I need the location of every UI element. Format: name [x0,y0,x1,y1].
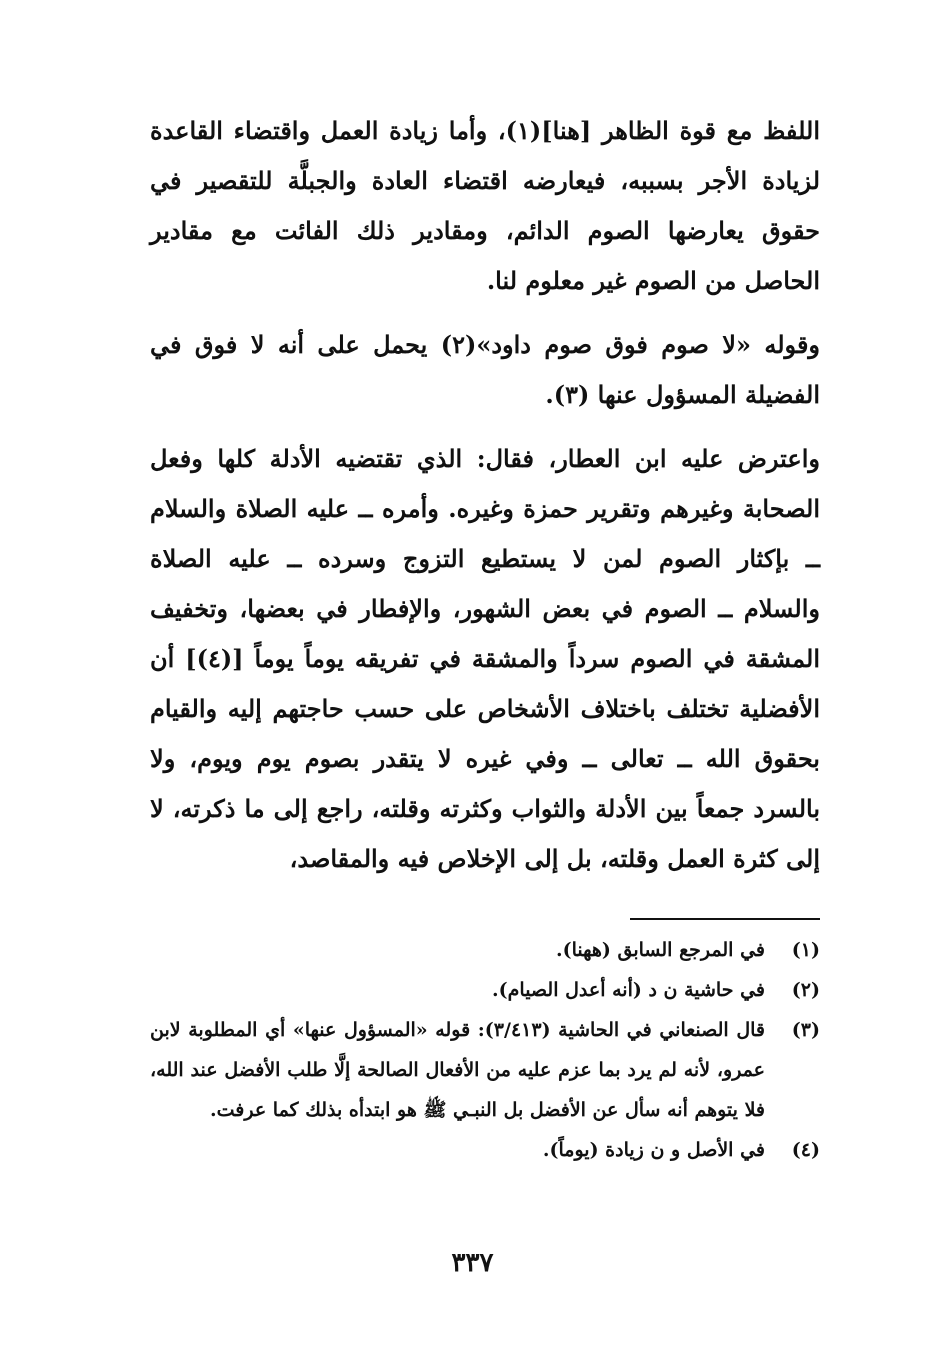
footnote-4 [150,1130,820,1170]
paragraph-1 [150,106,820,306]
footnote-1 [150,930,820,970]
footnote-divider [630,918,820,920]
page-number: ٣٣٧ [451,1248,494,1278]
footnote-text: قال الصنعاني في الحاشية (٣/٤١٣): قوله «المسؤول عنها» أي المطلوبة لابن عمرو، لأنه لم يرد بما عزم عليه من الأفعال الصالحة إلَّا طلب الأفضل عند الله، فلا يتوهم أنه سأل عن الأفضل بل النبـي ﷺ هو ابتدأه بذلك كما عرفت. [150,1019,765,1121]
footnote-3 [150,1010,820,1130]
paragraph-1-text: اللفظ مع قوة الظاهر [هنا](١)، وأما زيادة العمل واقتضاء القاعدة لزيادة الأجر بسببه، فيعارضه اقتضاء العادة والجبلَّة للتقصير في حقوق يعارضها الصوم الدائم، ومقادير ذلك الفائت مع مقادير الحاصل من الصوم غير معلوم لنا. [150,116,820,295]
paragraph-2-text: وقوله «لا صوم فوق صوم داود»(٢) يحمل على أنه لا فوق في الفضيلة المسؤول عنها (٣). [150,330,821,409]
paragraph-2 [150,320,820,420]
paragraph-3 [150,434,820,884]
footnote-text: في حاشية ن د (أنه أعدل الصيام). [492,979,765,1001]
footnote-text: في المرجع السابق (ههنا). [556,939,765,961]
footnote-number: (٤) [791,1139,820,1161]
footnotes [150,930,820,1170]
footnote-text: في الأصل و ن زيادة (يوماً). [542,1139,765,1161]
footnote-number: (٢) [791,979,820,1001]
footnote-2 [150,970,820,1010]
footnote-number: (١) [791,939,820,961]
main-text [150,106,820,898]
paragraph-3-text: واعترض عليه ابن العطار، فقال: الذي تقتضيه الأدلة كلها وفعل الصحابة وغيرهم وتقرير حمزة وغيره. وأمره ــ عليه الصلاة والسلام ــ بإكثار الصوم لمن لا يستطيع التزوج وسرده ــ عليه الصلاة والسلام ــ الصوم في بعض الشهور، والإفطار في بعضها، وتخفيف المشقة في الصوم سرداً والمشقة في تفريقه يوماً يوماً [(٤)] أن الأفضلية تختلف باختلاف الأشخاص على حسب حاجتهم إليه والقيام بحقوق الله ــ تعالى ــ وفي غيره لا يتقدر بصوم يوم ويوم، ولا بالسرد جمعاً بين الأدلة والثواب وكثرته وقلته، راجع إلى ما ذكرته، لا إلى كثرة العمل وقلته، بل إلى الإخلاص فيه والمقاصد، [150,444,821,873]
footnote-number: (٣) [791,1019,820,1041]
